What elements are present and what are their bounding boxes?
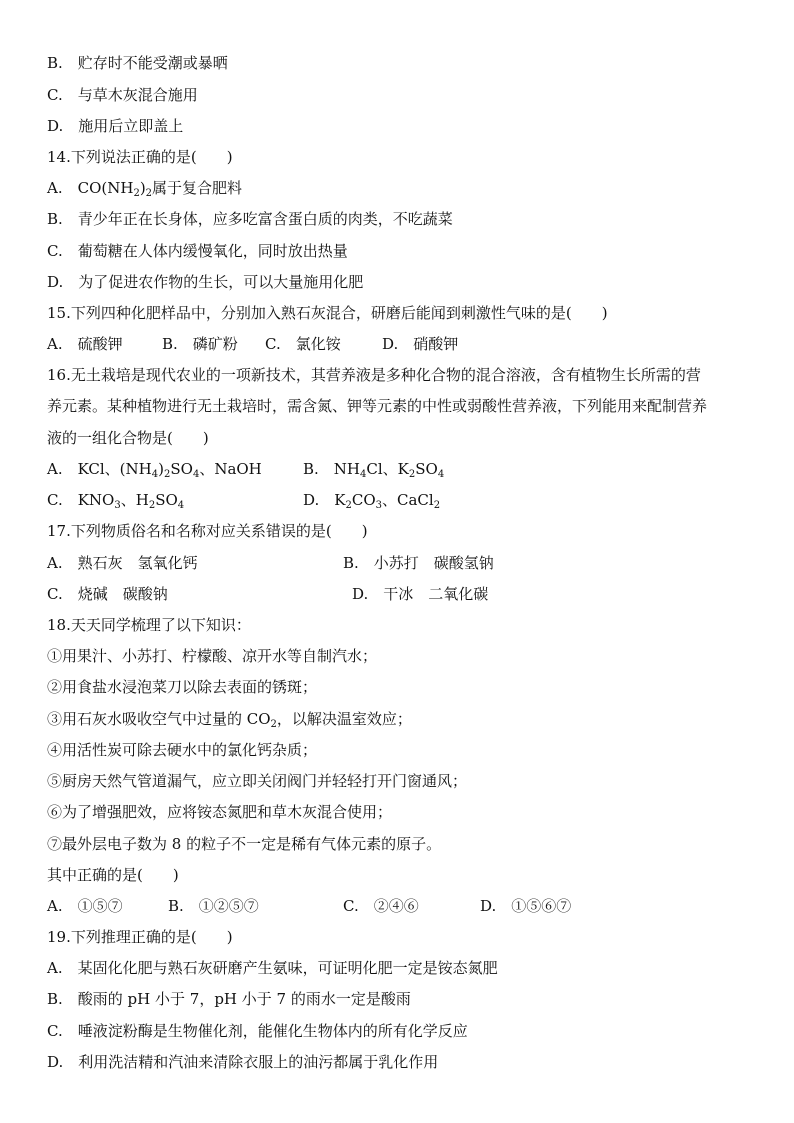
q18-item3-sub: 2 bbox=[270, 719, 277, 730]
q18-stem: 18.天天同学梳理了以下知识： bbox=[47, 616, 251, 634]
q16-b-text: B. NH bbox=[303, 460, 360, 478]
q16-a-text: 、NaOH bbox=[199, 460, 262, 478]
q14-option-d: D. 为了促进农作物的生长，可以大量施用化肥 bbox=[47, 273, 364, 291]
q18-item-4: ④用活性炭可除去硬水中的氯化钙杂质； bbox=[47, 741, 318, 759]
q18-item-3 bbox=[47, 709, 412, 729]
q19-stem: 19.下列推理正确的是( ) bbox=[47, 928, 233, 946]
q16-a-text: A. KCl、(NH bbox=[47, 460, 152, 478]
q16-b-text: Cl、K bbox=[366, 460, 409, 478]
q14-a-text: A. CO(NH bbox=[47, 179, 134, 197]
q16-c-sub: 3 bbox=[114, 500, 121, 511]
q16-d-sub: 3 bbox=[375, 500, 382, 511]
q19-option-a: A. 某固化化肥与熟石灰研磨产生氨味，可证明化肥一定是铵态氮肥 bbox=[47, 959, 498, 977]
q16-option-c bbox=[47, 490, 184, 510]
q18-item3-text: ，以解决温室效应； bbox=[276, 710, 412, 728]
q15-option-d: D. 硝酸钾 bbox=[382, 335, 459, 353]
q16-d-text: CO bbox=[351, 491, 376, 509]
q16-a-text: ) bbox=[158, 460, 164, 478]
q17-stem: 17.下列物质俗名和名称对应关系错误的是( ) bbox=[47, 522, 368, 540]
q18-item-6: ⑥为了增强肥效，应将铵态氮肥和草木灰混合使用； bbox=[47, 803, 393, 821]
q16-b-sub: 2 bbox=[408, 469, 416, 480]
q14-a-sub: 2 bbox=[145, 188, 153, 199]
q16-d-sub: 2 bbox=[433, 500, 441, 511]
q16-c-text: C. KNO bbox=[47, 491, 115, 509]
q13-option-c: C. 与草木灰混合施用 bbox=[47, 86, 198, 104]
q16-a-sub: 2 bbox=[163, 469, 171, 480]
q19-option-d: D. 利用洗洁精和汽油来清除衣服上的油污都属于乳化作用 bbox=[47, 1053, 439, 1071]
q16-b-sub: 4 bbox=[360, 469, 367, 480]
q18-option-d: D. ①⑤⑥⑦ bbox=[480, 897, 572, 915]
q15-option-b: B. 磷矿粉 bbox=[162, 335, 238, 353]
q16-option-d bbox=[303, 490, 440, 510]
q16-c-text: 、H bbox=[120, 491, 149, 509]
q14-option-c: C. 葡萄糖在人体内缓慢氧化，同时放出热量 bbox=[47, 242, 348, 260]
q15-option-c: C. 氯化铵 bbox=[265, 335, 341, 353]
q18-ask: 其中正确的是( ) bbox=[47, 866, 179, 884]
q14-option-a bbox=[47, 178, 242, 198]
q16-c-text: SO bbox=[155, 491, 178, 509]
q16-option-a bbox=[47, 459, 262, 479]
q14-stem: 14.下列说法正确的是( ) bbox=[47, 148, 233, 166]
q16-a-sub: 4 bbox=[192, 469, 200, 480]
q18-item-1: ①用果汁、小苏打、柠檬酸、凉开水等自制汽水； bbox=[47, 647, 378, 665]
q18-item-7: ⑦最外层电子数为 8 的粒子不一定是稀有气体元素的原子。 bbox=[47, 835, 442, 853]
q16-a-sub: 4 bbox=[151, 469, 159, 480]
q16-c-sub: 2 bbox=[148, 500, 156, 511]
q18-option-b: B. ①②⑤⑦ bbox=[168, 897, 259, 915]
q18-option-a: A. ①⑤⑦ bbox=[47, 897, 123, 915]
q16-d-text: D. K bbox=[303, 491, 346, 509]
q14-a-text: 属于复合肥料 bbox=[152, 179, 243, 197]
q16-stem-line3: 液的一组化合物是( ) bbox=[47, 429, 209, 447]
q16-b-sub: 4 bbox=[437, 469, 445, 480]
q14-a-text: ) bbox=[139, 179, 146, 197]
q18-item-2: ②用食盐水浸泡菜刀以除去表面的锈斑； bbox=[47, 678, 318, 696]
q14-option-b: B. 青少年正在长身体，应多吃富含蛋白质的肉类，不吃蔬菜 bbox=[47, 210, 453, 228]
q16-d-sub: 2 bbox=[345, 500, 352, 511]
q17-option-c: C. 烧碱 碳酸钠 bbox=[47, 585, 168, 603]
q16-c-sub: 4 bbox=[177, 500, 185, 511]
q16-d-text: 、CaCl bbox=[382, 491, 434, 509]
q13-option-b: B. 贮存时不能受潮或暴晒 bbox=[47, 54, 228, 72]
q16-a-text: SO bbox=[170, 460, 193, 478]
q15-option-a: A. 硫酸钾 bbox=[47, 335, 123, 353]
q14-a-sub: 2 bbox=[133, 188, 140, 199]
q19-option-b: B. 酸雨的 pH 小于 7，pH 小于 7 的雨水一定是酸雨 bbox=[47, 990, 411, 1008]
q16-stem-line1: 16.无土栽培是现代农业的一项新技术，其营养液是多种化合物的混合溶液，含有植物生长所需的营 bbox=[47, 366, 701, 384]
q19-option-c: C. 唾液淀粉酶是生物催化剂，能催化生物体内的所有化学反应 bbox=[47, 1022, 468, 1040]
q17-option-d: D. 干冰 二氧化碳 bbox=[352, 585, 489, 603]
q15-stem: 15.下列四种化肥样品中，分别加入熟石灰混合，研磨后能闻到刺激性气味的是( ) bbox=[47, 304, 608, 322]
q16-stem-line2: 养元素。某种植物进行无土栽培时，需含氮、钾等元素的中性或弱酸性营养液，下列能用来配制营养 bbox=[47, 397, 708, 415]
q18-item-5: ⑤厨房天然气管道漏气，应立即关闭阀门并轻轻打开门窗通风； bbox=[47, 772, 468, 790]
q16-option-b bbox=[303, 459, 444, 479]
q17-option-b: B. 小苏打 碳酸氢钠 bbox=[343, 554, 494, 572]
q17-option-a: A. 熟石灰 氢氧化钙 bbox=[47, 554, 198, 572]
q13-option-d: D. 施用后立即盖上 bbox=[47, 117, 184, 135]
q18-option-c: C. ②④⑥ bbox=[343, 897, 419, 915]
q16-b-text: SO bbox=[415, 460, 438, 478]
q18-item3-text: ③用石灰水吸收空气中过量的 CO bbox=[47, 710, 271, 728]
